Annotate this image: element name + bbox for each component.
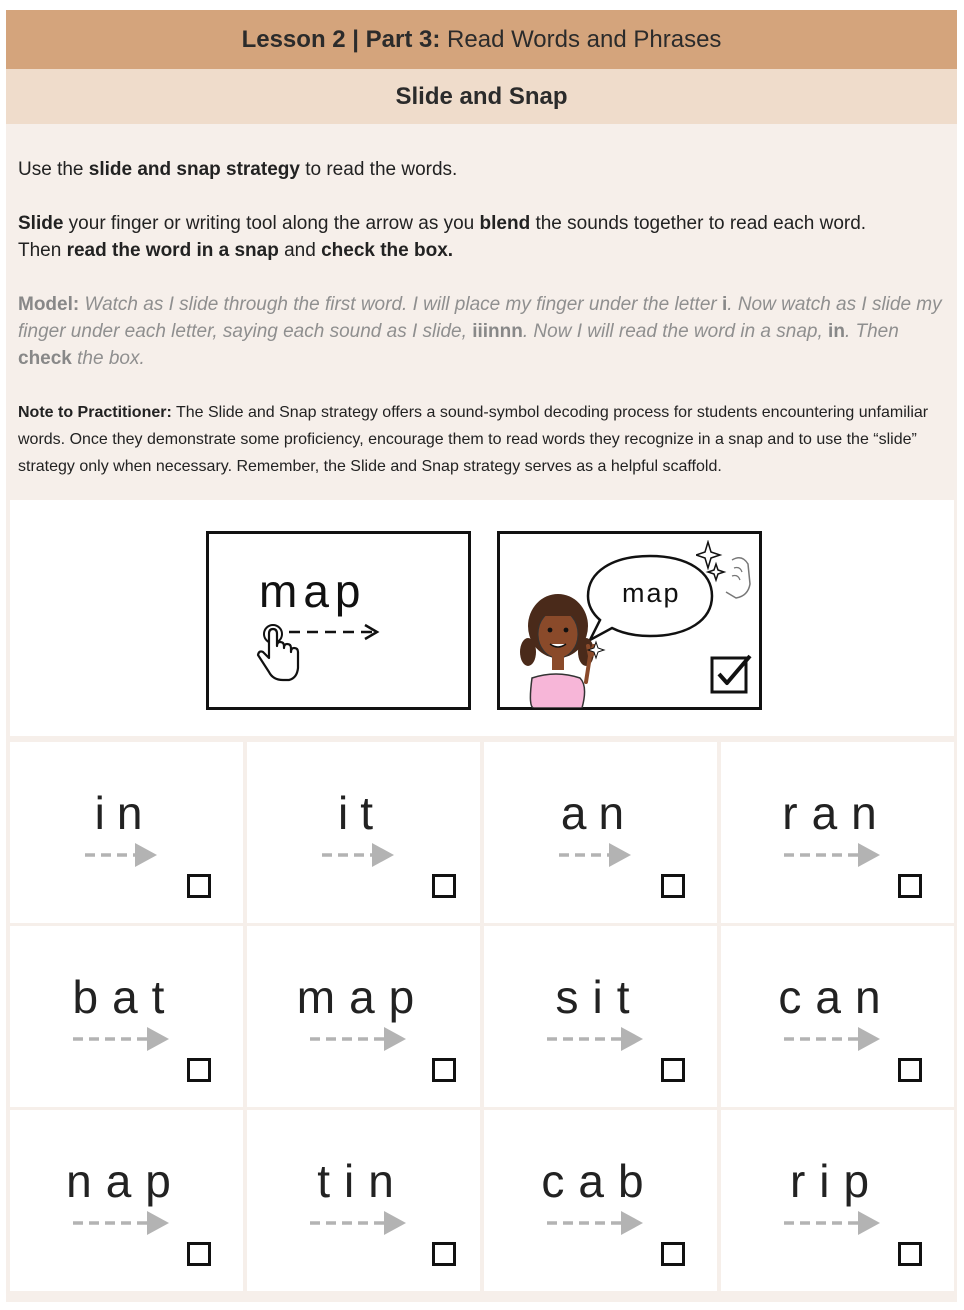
word-text: map [296, 971, 429, 1023]
checkbox[interactable] [432, 1242, 456, 1266]
checkbox[interactable] [898, 874, 922, 898]
checkbox[interactable] [898, 1242, 922, 1266]
word-card [484, 1110, 717, 1291]
model-label: Model: [18, 294, 80, 315]
slide-arrow-icon [784, 1026, 886, 1052]
word-text: tin [317, 1155, 408, 1207]
slide-arrow-icon [547, 1210, 649, 1236]
checkbox[interactable] [661, 1242, 685, 1266]
snap-example-card [497, 531, 762, 710]
checkbox[interactable] [187, 1058, 211, 1082]
checkbox[interactable] [187, 874, 211, 898]
text-bold: iiinnn [472, 321, 523, 342]
checkbox[interactable] [187, 1242, 211, 1266]
text-bold: check the box. [321, 240, 454, 261]
slide-arrow-icon [322, 842, 400, 868]
slide-arrow-icon [559, 842, 637, 868]
word-card [10, 926, 243, 1107]
instructions [6, 124, 957, 480]
word-card [721, 1110, 954, 1291]
word-text: rip [789, 1155, 884, 1207]
word-text: sit [555, 971, 644, 1023]
girl-illustration-icon [516, 586, 606, 708]
checked-box-icon [710, 652, 754, 696]
snap-example-word: map [622, 578, 681, 608]
text: Use the [18, 159, 89, 180]
word-card [721, 926, 954, 1107]
slide-arrow-icon [784, 842, 886, 868]
word-card [721, 742, 954, 923]
word-card [247, 926, 480, 1107]
word-text: nap [66, 1155, 185, 1207]
note-text: The Slide and Snap strategy offers a sound-symbol decoding process for students encountering unfamiliar words. Once they demonstrate some proficiency, encourage them to read words they recognize in a snap and to use the “slide” strategy only when necessary. Remember, the Slide and Snap strategy serves as a helpful scaffold. [18, 404, 929, 475]
text: . Then [844, 321, 899, 342]
worksheet [6, 10, 957, 1302]
text: . Now watch as I slide my finger under each letter, saying each sound as I slide, [18, 294, 942, 342]
slide-arrow-icon [73, 1026, 175, 1052]
slide-arrow-icon [547, 1026, 649, 1052]
instruction-steps [18, 210, 945, 264]
word-card [247, 1110, 480, 1291]
text: your finger or writing tool along the arrow as you [63, 213, 480, 234]
instruction-intro [18, 156, 945, 183]
sparkle-icon [696, 540, 756, 610]
word-text: cab [541, 1155, 658, 1207]
text: to read the words. [299, 159, 458, 180]
checkbox[interactable] [898, 1058, 922, 1082]
word-text: bat [72, 971, 179, 1023]
word-card [10, 742, 243, 923]
word-text: an [560, 787, 637, 839]
text: Watch as I slide through the first word. I will place my finger under the letter [79, 294, 722, 315]
checkbox[interactable] [432, 1058, 456, 1082]
lesson-header [6, 10, 957, 69]
text-bold: Slide [18, 213, 64, 234]
example-panel [10, 500, 954, 736]
slide-example-card [206, 531, 471, 710]
word-text: can [778, 971, 895, 1023]
slide-arrow-icon [310, 1026, 412, 1052]
checkbox[interactable] [661, 874, 685, 898]
text: the sounds together to read each word. [530, 213, 867, 234]
activity-title: Slide and Snap [6, 69, 957, 124]
text: Then [18, 240, 67, 261]
text: . Now I will read the word in a snap, [522, 321, 829, 342]
text-bold: in [828, 321, 845, 342]
note-label: Note to Practitioner: [18, 404, 172, 421]
word-text: in [94, 787, 155, 839]
slide-example-word: map [259, 565, 367, 617]
text-bold: read the word in a snap [66, 240, 279, 261]
text-bold: blend [479, 213, 531, 234]
word-text: it [338, 787, 385, 839]
slide-arrow-icon [73, 1210, 175, 1236]
lesson-title: Read Words and Phrases [447, 25, 722, 53]
word-text: ran [782, 787, 891, 839]
practitioner-note [18, 399, 945, 480]
checkbox[interactable] [432, 874, 456, 898]
word-card [484, 926, 717, 1107]
text-bold: i [722, 294, 728, 315]
word-card [247, 742, 480, 923]
text-bold: check [18, 348, 72, 369]
lesson-label: Lesson 2 | Part 3: [241, 25, 441, 53]
text: the box. [71, 348, 145, 369]
finger-slide-arrow-icon [253, 620, 393, 685]
slide-arrow-icon [310, 1210, 412, 1236]
slide-arrow-icon [85, 842, 163, 868]
word-card [10, 1110, 243, 1291]
model-script [18, 291, 945, 372]
text: and [278, 240, 322, 261]
checkbox[interactable] [661, 1058, 685, 1082]
text-bold: slide and snap strategy [88, 159, 300, 180]
slide-arrow-icon [784, 1210, 886, 1236]
word-card [484, 742, 717, 923]
